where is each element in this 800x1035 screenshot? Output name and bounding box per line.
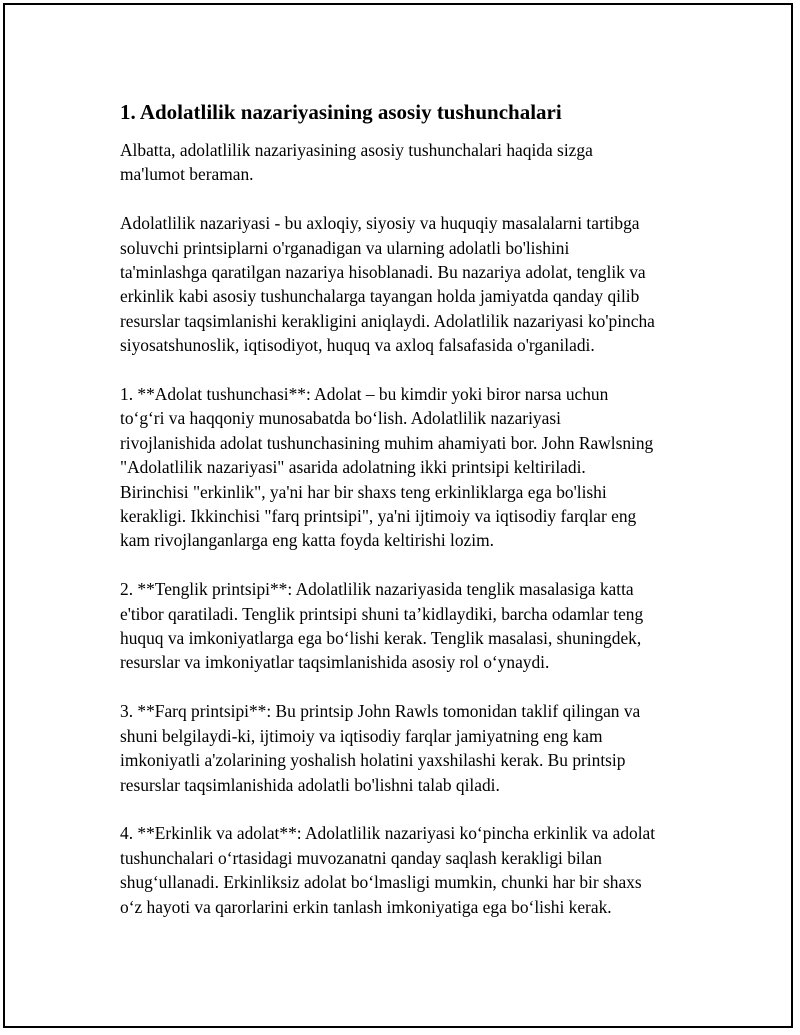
paragraph [120, 211, 705, 357]
paragraph [120, 577, 705, 675]
text-line: kam rivojlanganlarga eng katta foyda keltirishi lozim. [120, 530, 494, 551]
text-line: Adolatlilik nazariyasi - bu axloqiy, siyosiy va huquqiy masalalarni tartibga [120, 213, 640, 234]
text-line: soluvchi printsiplarni o'rganadigan va ularning adolatli bo'lishini [120, 237, 570, 258]
text-line: 3. **Farq printsipi**: Bu printsip John Rawls tomonidan taklif qilingan va [120, 701, 641, 722]
text-line: Birinchisi "erkinlik", ya'ni har bir shaxs teng erkinliklarga ega bo'lishi [120, 481, 607, 502]
text-line: resurslar taqsimlanishida adolatli bo'lishni talab qiladi. [120, 774, 500, 795]
text-line: shug‘ullanadi. Erkinliksiz adolat bo‘lmasligi mumkin, chunki har bir shaxs [120, 872, 642, 893]
document-page [3, 3, 793, 1028]
text-line: 2. **Tenglik printsipi**: Adolatlilik nazariyasida tenglik masalasiga katta [120, 579, 634, 600]
text-line: siyosatshunoslik, iqtisodiyot, huquq va axloq falsafasida o'rganiladi. [120, 335, 595, 356]
text-line: Albatta, adolatlilik nazariyasining asosiy tushunchalari haqida sizga [120, 140, 593, 160]
paragraph [120, 382, 705, 553]
text-line: ma'lumot beraman. [120, 164, 254, 185]
text-line: to‘g‘ri va haqqoniy munosabatda bo‘lish. Adolatlilik nazariyasi [120, 408, 561, 429]
text-line: imkoniyatli a'zolarining yoshalish holatini yaxshilashi kerak. Bu printsip [120, 750, 626, 771]
text-line: kerakligi. Ikkinchisi "farq printsipi", ya'ni ijtimoiy va iqtisodiy farqlar eng [120, 506, 637, 527]
text-line: erkinlik kabi asosiy tushunchalarga tayangan holda jamiyatda qanday qilib [120, 286, 640, 307]
document-title: 1. Adolatlilik nazariyasining asosiy tushunchalari [120, 100, 562, 124]
text-line: o‘z hayoti va qarorlarini erkin tanlash imkoniyatiga ega bo‘lishi kerak. [120, 896, 612, 917]
text-line: shuni belgilaydi-ki, ijtimoiy va iqtisodiy farqlar jamiyatning eng kam [120, 725, 603, 746]
text-line: 1. **Adolat tushunchasi**: Adolat – bu kimdir yoki biror narsa uchun [120, 384, 609, 405]
paragraph [120, 821, 705, 919]
text-line: ta'minlashga qaratilgan nazariya hisoblanadi. Bu nazariya adolat, tenglik va [120, 262, 646, 283]
text-line: e'tibor qaratiladi. Tenglik printsipi shuni ta’kidlaydiki, barcha odamlar teng [120, 603, 644, 624]
text-line: "Adolatlilik nazariyasi" asarida adolatning ikki printsipi keltiriladi. [120, 457, 586, 478]
text-line: rivojlanishida adolat tushunchasining muhim ahamiyati bor. John Rawlsning [120, 432, 654, 453]
text-line: tushunchalari o‘rtasidagi muvozanatni qanday saqlash kerakligi bilan [120, 847, 602, 868]
paragraph-list [120, 138, 705, 919]
text-line: 4. **Erkinlik va adolat**: Adolatlilik nazariyasi ko‘pincha erkinlik va adolat [120, 823, 656, 844]
document-content [120, 98, 705, 919]
text-line: resurslar va imkoniyatlar taqsimlanishida asosiy rol o‘ynaydi. [120, 652, 550, 673]
paragraph [120, 138, 705, 187]
text-line: huquq va imkoniyatlarga ega bo‘lishi kerak. Tenglik masalasi, shuningdek, [120, 628, 642, 649]
text-line: resurslar taqsimlanishi kerakligini aniqlaydi. Adolatlilik nazariyasi ko'pincha [120, 310, 655, 331]
paragraph [120, 699, 705, 797]
